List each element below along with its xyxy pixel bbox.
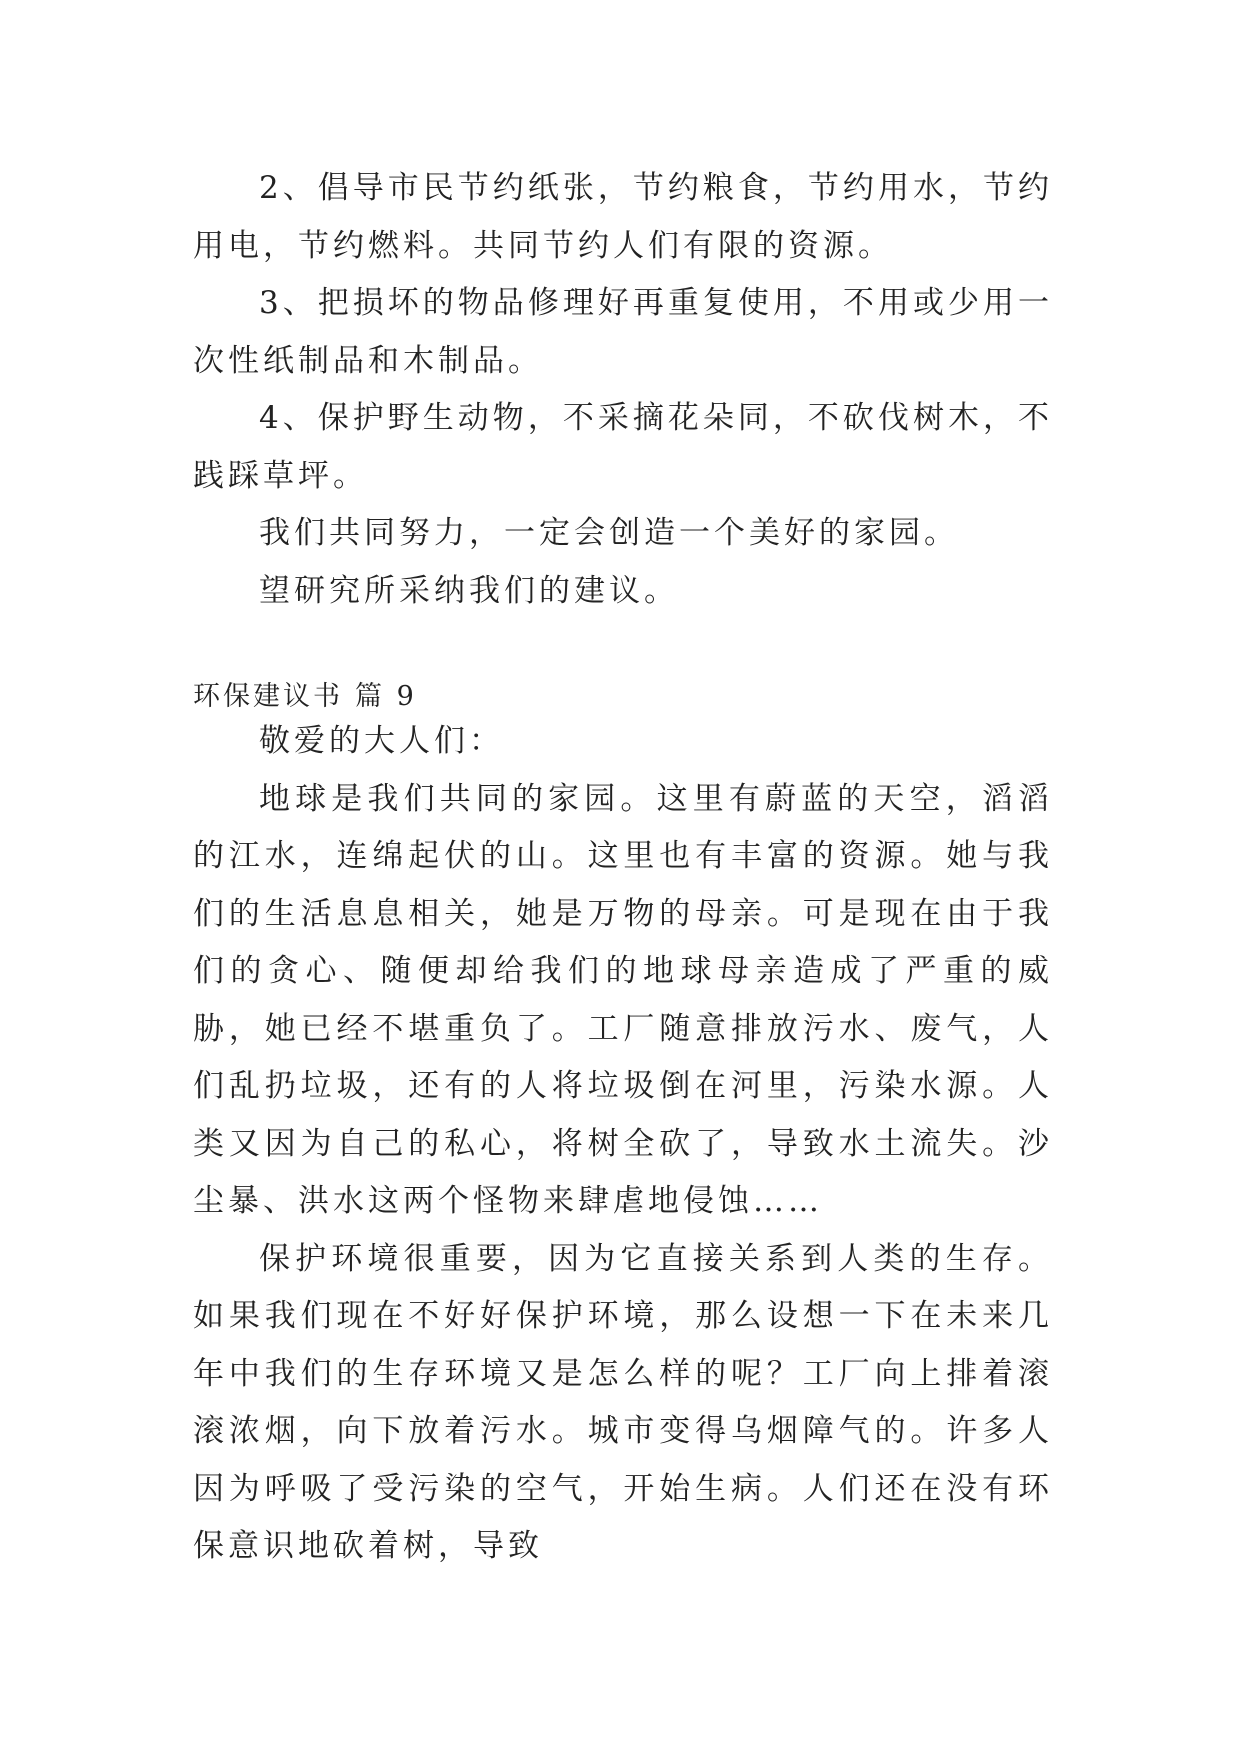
paragraph-item-3: 3、把损坏的物品修理好再重复使用，不用或少用一次性纸制品和木制品。	[193, 285, 1053, 379]
salutation: 敬爱的大人们：	[259, 723, 504, 759]
section-spacer	[193, 620, 1053, 674]
section-number: 篇 9	[355, 681, 417, 712]
paragraph-request: 望研究所采纳我们的建议。	[259, 572, 679, 609]
document-body	[193, 160, 1053, 1576]
paragraph-item-4: 4、保护野生动物，不采摘花朵同，不砍伐树木，不践踩草坪。	[193, 400, 1053, 494]
section-heading	[193, 674, 1053, 713]
paragraph-closing: 我们共同努力，一定会创造一个美好的家园。	[259, 515, 959, 551]
paragraph-protection: 保护环境很重要，因为它直接关系到人类的生存。如果我们现在不好好保护环境，那么设想一下在未来几年中我们的生存环境又是怎么样的呢？工厂向上排着滚滚浓烟，向下放着污水。城市变得乌烟障气的。许多人因为呼吸了受污染的空气，开始生病。人们还在没有环保意识地砍着树，导致	[193, 1240, 1053, 1564]
paragraph-item-2: 2、倡导市民节约纸张，节约粮食，节约用水，节约用电，节约燃料。共同节约人们有限的资源。	[193, 170, 1053, 264]
paragraph-earth: 地球是我们共同的家园。这里有蔚蓝的天空，滔滔的江水，连绵起伏的山。这里也有丰富的资源。她与我们的生活息息相关，她是万物的母亲。可是现在由于我们的贪心、随便却给我们的地球母亲造成了严重的威胁，她已经不堪重负了。工厂随意排放污水、废气，人们乱扔垃圾，还有的人将垃圾倒在河里，污染水源。人类又因为自己的私心，将树全砍了，导致水土流失。沙尘暴、洪水这两个怪物来肆虐地侵蚀……	[193, 780, 1053, 1219]
section-title: 环保建议书	[193, 681, 343, 712]
